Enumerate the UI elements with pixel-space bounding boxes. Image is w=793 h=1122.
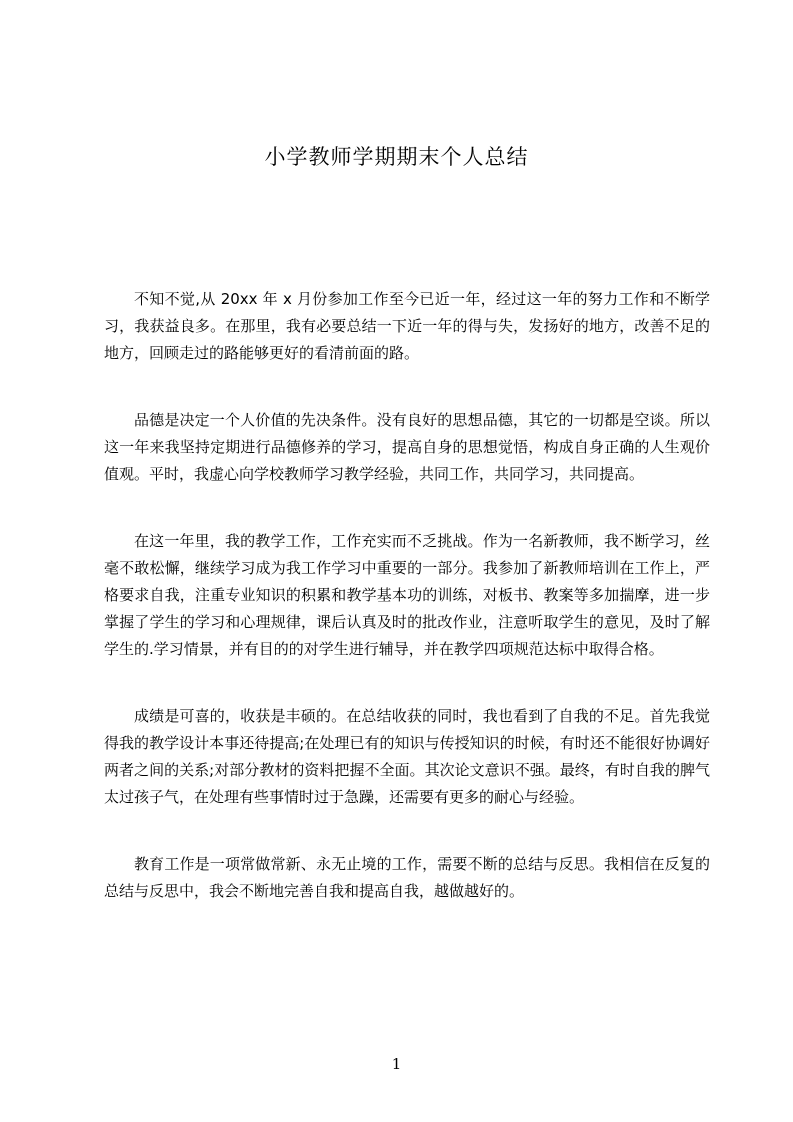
- paragraph-conclusion: 教育工作是一项常做常新、永无止境的工作，需要不断的总结与反思。我相信在反复的总结与反思中，我会不断地完善自我和提高自我，越做越好的。: [104, 855, 710, 900]
- document-title: 小学教师学期期末个人总结: [264, 145, 529, 169]
- document-body: [104, 286, 710, 945]
- paragraph-achievements-shortcomings: 成绩是可喜的，收获是丰硕的。在总结收获的同时，我也看到了自我的不足。首先我觉得我的教学设计本事还待提高;在处理已有的知识与传授知识的时候，有时还不能很好协调好两者之间的关系;对部分教材的资料把握不全面。其次论文意识不强。最终，有时自我的脾气太过孩子气，在处理有些事情时过于急躁，还需要有更多的耐心与经验。: [104, 707, 710, 806]
- page-number: 1: [391, 1055, 402, 1073]
- paragraph-moral-character: 品德是决定一个人价值的先决条件。没有良好的思想品德，其它的一切都是空谈。所以这一年来我坚持定期进行品德修养的学习，提高自身的思想觉悟，构成自身正确的人生观价值观。平时，我虚心向学校教师学习教学经验，共同工作，共同学习，共同提高。: [104, 411, 710, 483]
- paragraph-intro: 不知不觉,从 20xx 年 x 月份参加工作至今已近一年，经过这一年的努力工作和不断学习，我获益良多。在那里，我有必要总结一下近一年的得与失，发扬好的地方，改善不足的地方，回顾走过的路能够更好的看清前面的路。: [104, 290, 710, 362]
- paragraph-teaching-work: 在这一年里，我的教学工作，工作充实而不乏挑战。作为一名新教师，我不断学习，丝毫不敢松懈，继续学习成为我工作学习中重要的一部分。我参加了新教师培训在工作上，严格要求自我，注重专业知识的积累和教学基本功的训练，对板书、教案等多加揣摩，进一步掌握了学生的学习和心理规律，课后认真及时的批改作业，注意听取学生的意见，及时了解学生的.学习情景，并有目的的对学生进行辅导，并在教学四项规范达标中取得合格。: [104, 532, 710, 658]
